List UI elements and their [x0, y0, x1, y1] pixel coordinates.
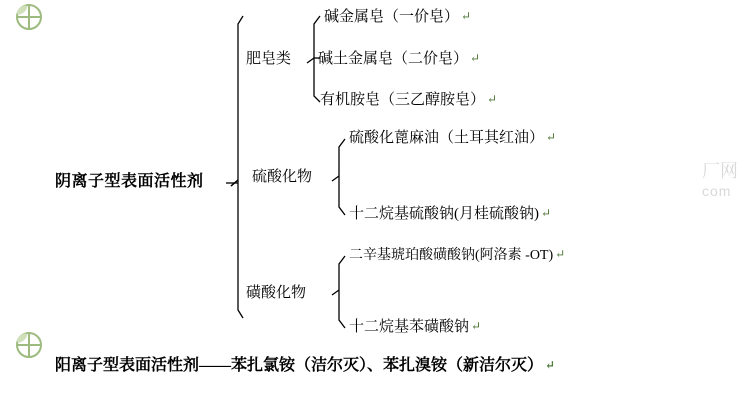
second-root-label: 阳离子型表面活性剂	[55, 357, 200, 374]
branch-label-sulfates: 硫酸化物	[252, 169, 313, 185]
leaf-item	[349, 207, 551, 222]
second-root-connector: ——	[199, 357, 232, 374]
leaf-item	[320, 93, 497, 108]
leaf-text: 硫酸化蓖麻油（土耳其红油）	[349, 130, 545, 146]
paragraph-mark-icon: ↵	[555, 247, 566, 261]
paragraph-mark-icon: ↵	[461, 9, 472, 23]
branch-label-sulfonates: 磺酸化物	[246, 285, 307, 301]
flower-decoration-icon	[14, 2, 44, 32]
paragraph-mark-icon: ↵	[487, 92, 498, 106]
watermark-line2: com	[702, 182, 732, 199]
second-root-value: 苯扎氯铵（洁尔灭）、苯扎溴铵（新洁尔灭）	[231, 357, 544, 374]
paragraph-mark-icon: ↵	[541, 206, 552, 220]
paragraph-mark-icon: ↵	[471, 319, 482, 333]
leaf-item	[324, 10, 471, 25]
leaf-text: 二辛基琥珀酸磺酸钠(阿洛素 -OT)	[349, 248, 554, 263]
root-label: 阴离子型表面活性剂	[55, 173, 204, 190]
branch-label-soaps: 肥皂类	[246, 51, 292, 67]
leaf-text: 有机胺皂（三乙醇胺皂）	[320, 92, 486, 108]
watermark-line1: 厂网	[702, 161, 738, 181]
leaf-item	[349, 248, 565, 263]
paragraph-mark-icon: ↵	[470, 51, 481, 65]
second-root-row	[55, 352, 555, 375]
leaf-item	[349, 131, 556, 146]
leaf-text: 碱土金属皂（二价皂）	[318, 51, 469, 67]
watermark	[702, 160, 738, 200]
paragraph-mark-icon: ↵	[545, 358, 556, 372]
paragraph-mark-icon: ↵	[546, 130, 557, 144]
flower-decoration-icon	[14, 330, 44, 360]
leaf-text: 碱金属皂（一价皂）	[324, 9, 460, 25]
leaf-text: 十二烷基硫酸钠(月桂硫酸钠)	[349, 206, 539, 222]
leaf-item	[318, 52, 480, 67]
leaf-item	[349, 320, 481, 335]
leaf-text: 十二烷基苯磺酸钠	[349, 319, 470, 335]
